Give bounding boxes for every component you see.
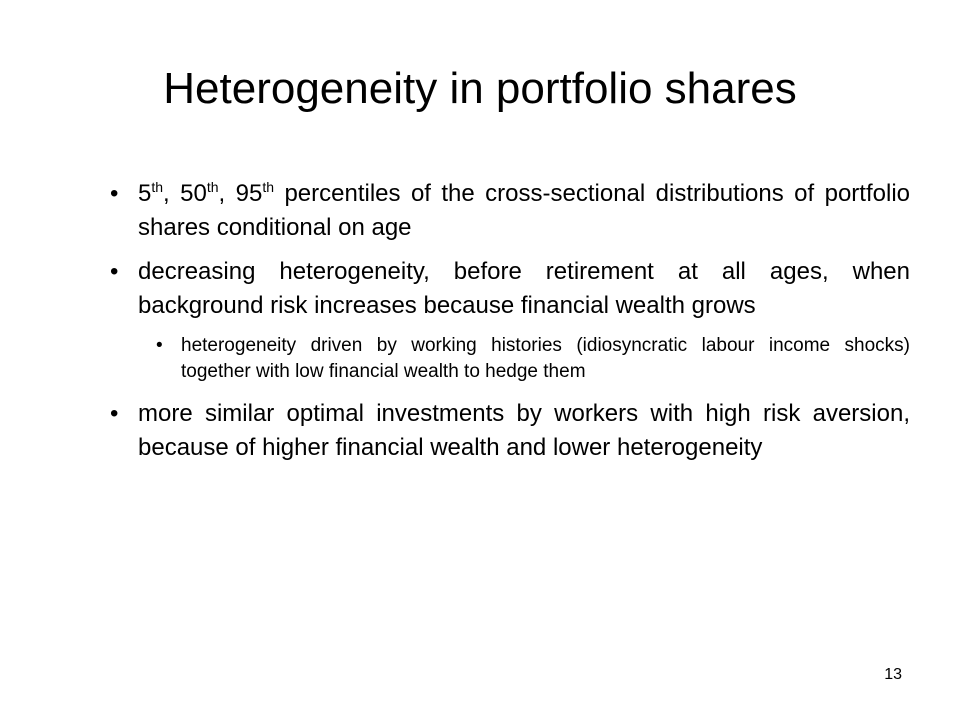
bullet-list [110,177,910,475]
bullet-text: 5th, 50th, 95th percentiles of the cross-sectional distributions of portfolio shares conditional on age [138,179,910,241]
bullet-similar-investments [110,397,910,465]
slide-title: Heterogeneity in portfolio shares [163,64,797,113]
bullet-text: more similar optimal investments by workers with high risk aversion, because of higher financial wealth and lower heterogeneity [138,400,910,461]
bullet-marker: • [110,258,119,285]
bullet-text: decreasing heterogeneity, before retirement at all ages, when background risk increases because financial wealth grows [138,258,910,319]
bullet-marker: • [110,400,119,427]
bullet-text: heterogeneity driven by working histories (idiosyncratic labour income shocks) together with low financial wealth to hedge them [181,335,910,382]
bullet-decreasing-heterogeneity [110,255,910,323]
page-number: 13 [884,666,902,683]
bullet-marker: • [156,335,163,356]
bullet-percentiles [110,177,910,245]
bullet-marker: • [110,180,119,207]
sub-bullet-heterogeneity-driver [156,333,910,385]
